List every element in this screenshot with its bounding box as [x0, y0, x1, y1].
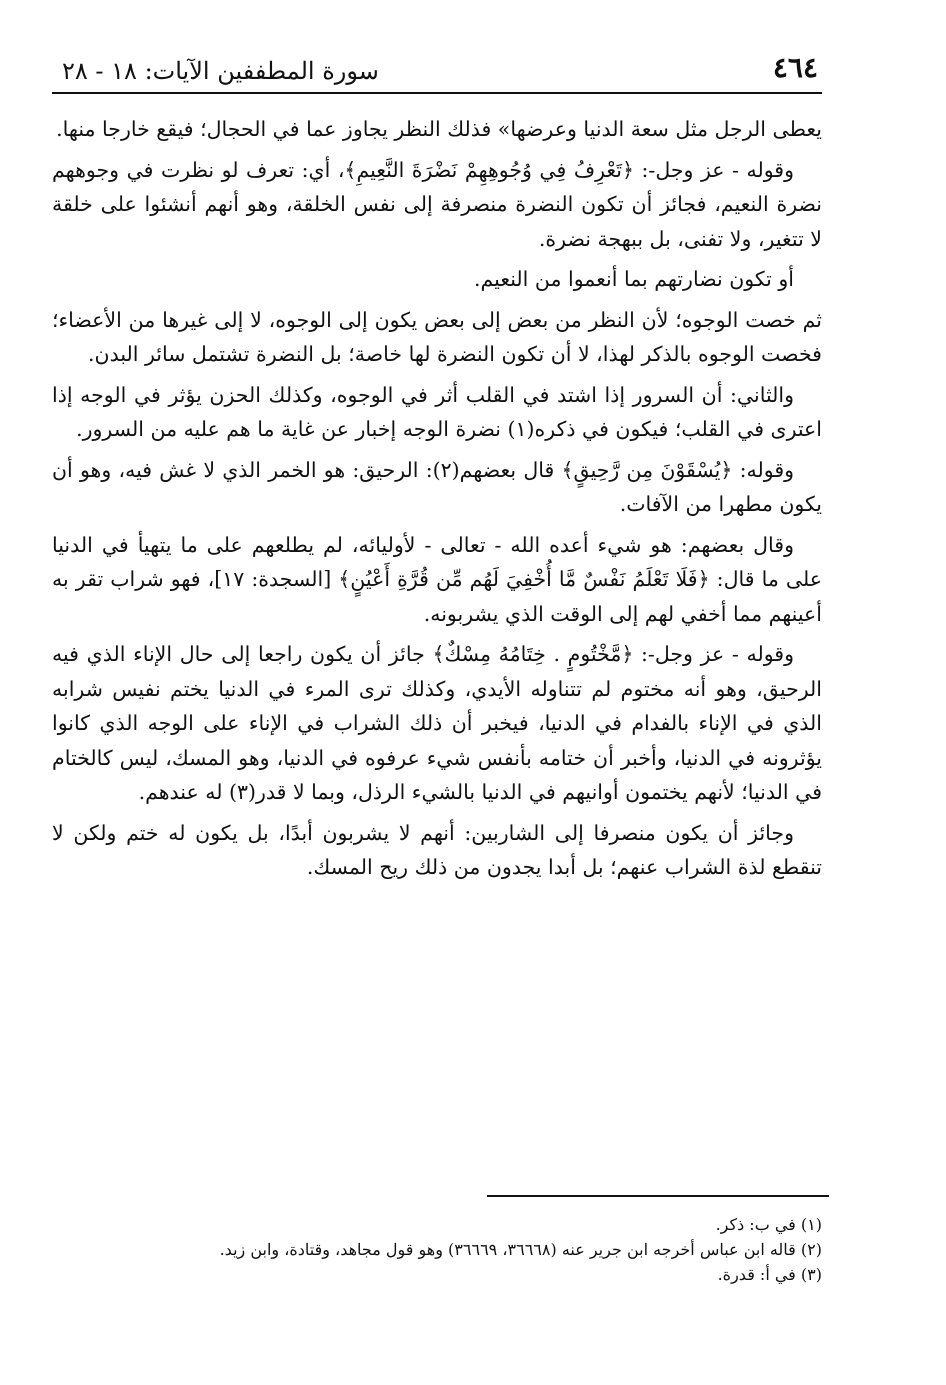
- running-title: سورة المطففين الآيات: ١٨ - ٢٨: [62, 57, 379, 85]
- footnote-separator: [487, 1195, 829, 1197]
- page-header: [52, 48, 822, 94]
- footnote-3: (٣) في أ: قدرة.: [717, 1265, 822, 1284]
- page-number: ٤٦٤: [772, 51, 818, 84]
- footnotes: [60, 1212, 822, 1287]
- paragraph: والثاني: أن السرور إذا اشتد في القلب أثر في الوجوه، وكذلك الحزن يؤثر في الوجه إذا اعترى في القلب؛ فيكون في ذكره(١) نضرة الوجه إخبار عن غاية ما هم عليه من السرور.: [52, 382, 822, 441]
- paragraph: وقال بعضهم: هو شيء أعده الله - تعالى - لأوليائه، لم يطلعهم على ما يتهيأ في الدنيا على ما قال: ﴿فَلَا تَعْلَمُ نَفْسٌ مَّا أُخْفِيَ لَهُم مِّن قُرَّةِ أَعْيُنٍ﴾ [السجدة: ١٧]، فهو شراب تقر به أعينهم مما أخفي لهم إلى الوقت الذي يشربونه.: [52, 532, 822, 626]
- paragraph: ثم خصت الوجوه؛ لأن النظر من بعض إلى بعض يكون إلى الوجوه، لا إلى غيرها من الأعضاء؛ فخصت الوجوه بالذكر لهذا، لا أن تكون النضرة لها خاصة؛ بل النضرة تشتمل سائر البدن.: [52, 307, 822, 366]
- paragraph: أو تكون نضارتهم بما أنعموا من النعيم.: [474, 267, 794, 291]
- paragraph: وقوله - عز وجل-: ﴿مَّخْتُومٍ . خِتَامُهُ مِسْكٌ﴾ جائز أن يكون راجعا إلى حال الإناء الذي فيه الرحيق، وهو أنه مختوم لم تتناوله الأيدي، وكذلك ترى المرء في الدنيا يختم نفيس شرابه الذي في الإناء بالفدام في الدنيا، فيخبر أن ذلك الشراب في الإناء على الوجه الذي كانوا يؤثرونه في الدنيا، وأخبر أن ختامه بأنفس شيء عرفوه في الدنيا، وهو المسك، ليس كالختام في الدنيا؛ لأنهم يختمون أوانيهم في الدنيا بالشيء الرذل، وبما لا قدر(٣) له عندهم.: [52, 642, 822, 804]
- paragraph: وقوله - عز وجل-: ﴿تَعْرِفُ فِي وُجُوهِهِمْ نَضْرَةَ النَّعِيمِ﴾، أي: تعرف لو نظرت في وجوههم نضرة النعيم، فجائز أن تكون النضرة منصرفة إلى نفس الخلقة، وهو أنهم أنشئوا على خلقة لا تتغير، ولا تفنى، بل ببهجة نضرة.: [52, 157, 822, 251]
- main-text: [52, 112, 822, 891]
- paragraph: وجائز أن يكون منصرفا إلى الشاربين: أنهم لا يشربون أبدًا، بل يكون له ختم ولكن لا تنقطع لذة الشراب عنهم؛ بل أبدا يجدون من ذلك ريح المسك.: [52, 820, 822, 879]
- footnote-1: (١) في ب: ذكر.: [715, 1215, 822, 1234]
- paragraph: وقوله: ﴿يُسْقَوْنَ مِن رَّحِيقٍ﴾ قال بعضهم(٢): الرحيق: هو الخمر الذي لا غش فيه، وهو أن يكون مطهرا من الآفات.: [52, 457, 822, 516]
- footnote-2: (٢) قاله ابن عباس أخرجه ابن جرير عنه (٣٦٦٦٨، ٣٦٦٦٩) وهو قول مجاهد، وقتادة، وابن زيد.: [219, 1240, 822, 1259]
- paragraph: يعطى الرجل مثل سعة الدنيا وعرضها» فذلك النظر يجاوز عما في الحجال؛ فيقع خارجا منها.: [56, 117, 822, 141]
